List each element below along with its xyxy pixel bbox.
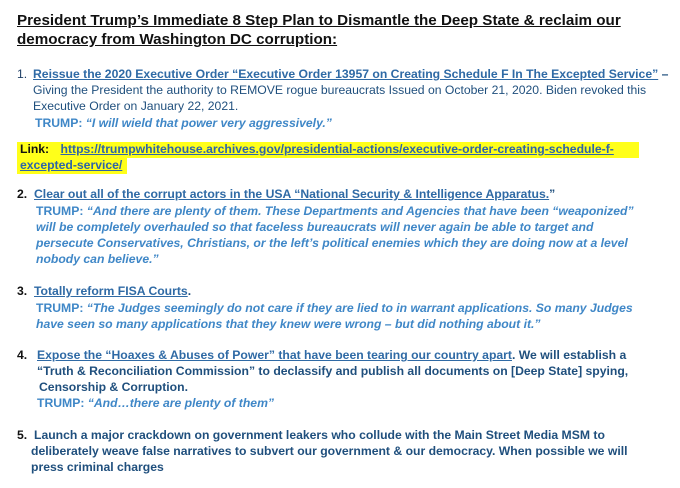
step-2-quote-line-2: will be completely overhauled so that faceless bureaucrats will never again be able to target and [36, 220, 594, 234]
step-1-quote: “I will wield that power very aggressively.” [85, 116, 332, 130]
step-1-heading[interactable]: Reissue the 2020 Executive Order “Executive Order 13957 on Creating Schedule F In The Excepted Service” [33, 67, 659, 81]
step-1-trump-label: TRUMP: [35, 116, 86, 130]
step-2-heading[interactable]: Clear out all of the corrupt actors in the USA “National Security & Intelligence Apparatus. [34, 187, 550, 201]
step-1-heading-tail: – [658, 67, 669, 81]
step-4-line-2: “Truth & Reconciliation Commission” to declassify and publish all documents on [Deep State] spying, [37, 364, 629, 378]
step-4-quote: “And…there are plenty of them” [87, 396, 275, 410]
step-1-body-line-2: Executive Order on January 22, 2021. [33, 99, 239, 113]
step-1-number: 1. [17, 67, 28, 81]
step-2-trump-label: TRUMP: [36, 204, 87, 218]
step-5-line-3: press criminal charges [31, 460, 164, 474]
step-4-heading-tail: . We will establish a [511, 348, 627, 362]
step-4-trump-label: TRUMP: [37, 396, 88, 410]
step-5-line-1: Launch a major crackdown on government leakers who collude with the Main Street Media MSM to [34, 428, 605, 442]
step-5-number: 5. [17, 428, 28, 442]
link-line [20, 142, 670, 158]
step-3-heading-tail: . [187, 284, 192, 298]
step-2-quote-line-3: persecute Conservatives, Christians, or the left’s political enemies which they are doing now at a level [36, 236, 628, 250]
step-1-body-line-1: Giving the President the authority to REMOVE rogue bureaucrats Issued on October 21, 2020. Biden revoked this [33, 83, 647, 97]
step-4-number: 4. [17, 348, 28, 362]
link-url-part-1[interactable]: https://trumpwhitehouse.archives.gov/presidential-actions/executive-order-creating-schedule-f- [60, 142, 614, 156]
link-label: Link: [20, 142, 50, 156]
link-url-part-2[interactable]: excepted-service/ [20, 158, 123, 172]
title-line-2: democracy from Washington DC corruption: [17, 31, 338, 48]
step-3-quote-line-1: “The Judges seemingly do not care if they are lied to in warrant applications. So many Judges [86, 301, 633, 315]
title-line-1: President Trump’s Immediate 8 Step Plan to Dismantle the Deep State & reclaim our [17, 12, 621, 29]
step-3-number: 3. [17, 284, 28, 298]
step-2-heading-tail: ” [549, 187, 556, 201]
document-title [17, 11, 667, 49]
step-4-heading[interactable]: Expose the “Hoaxes & Abuses of Power” that have been tearing our country apart [37, 348, 512, 362]
step-3-trump-label: TRUMP: [36, 301, 87, 315]
step-2-quote-line-4: nobody can believe.” [36, 252, 159, 266]
step-4-line-3: Censorship & Corruption. [39, 380, 188, 394]
step-3-quote-line-2: have seen so many applications that they knew were wrong – but did nothing about it.” [36, 317, 541, 331]
step-2-quote-line-1: “And there are plenty of them. These Departments and Agencies that have been “weaponized” [86, 204, 634, 218]
step-5-line-2: deliberately weave false narratives to subvert our government & our democracy. When possible we will [31, 444, 628, 458]
step-2-number: 2. [17, 187, 28, 201]
step-3-heading[interactable]: Totally reform FISA Courts [34, 284, 188, 298]
